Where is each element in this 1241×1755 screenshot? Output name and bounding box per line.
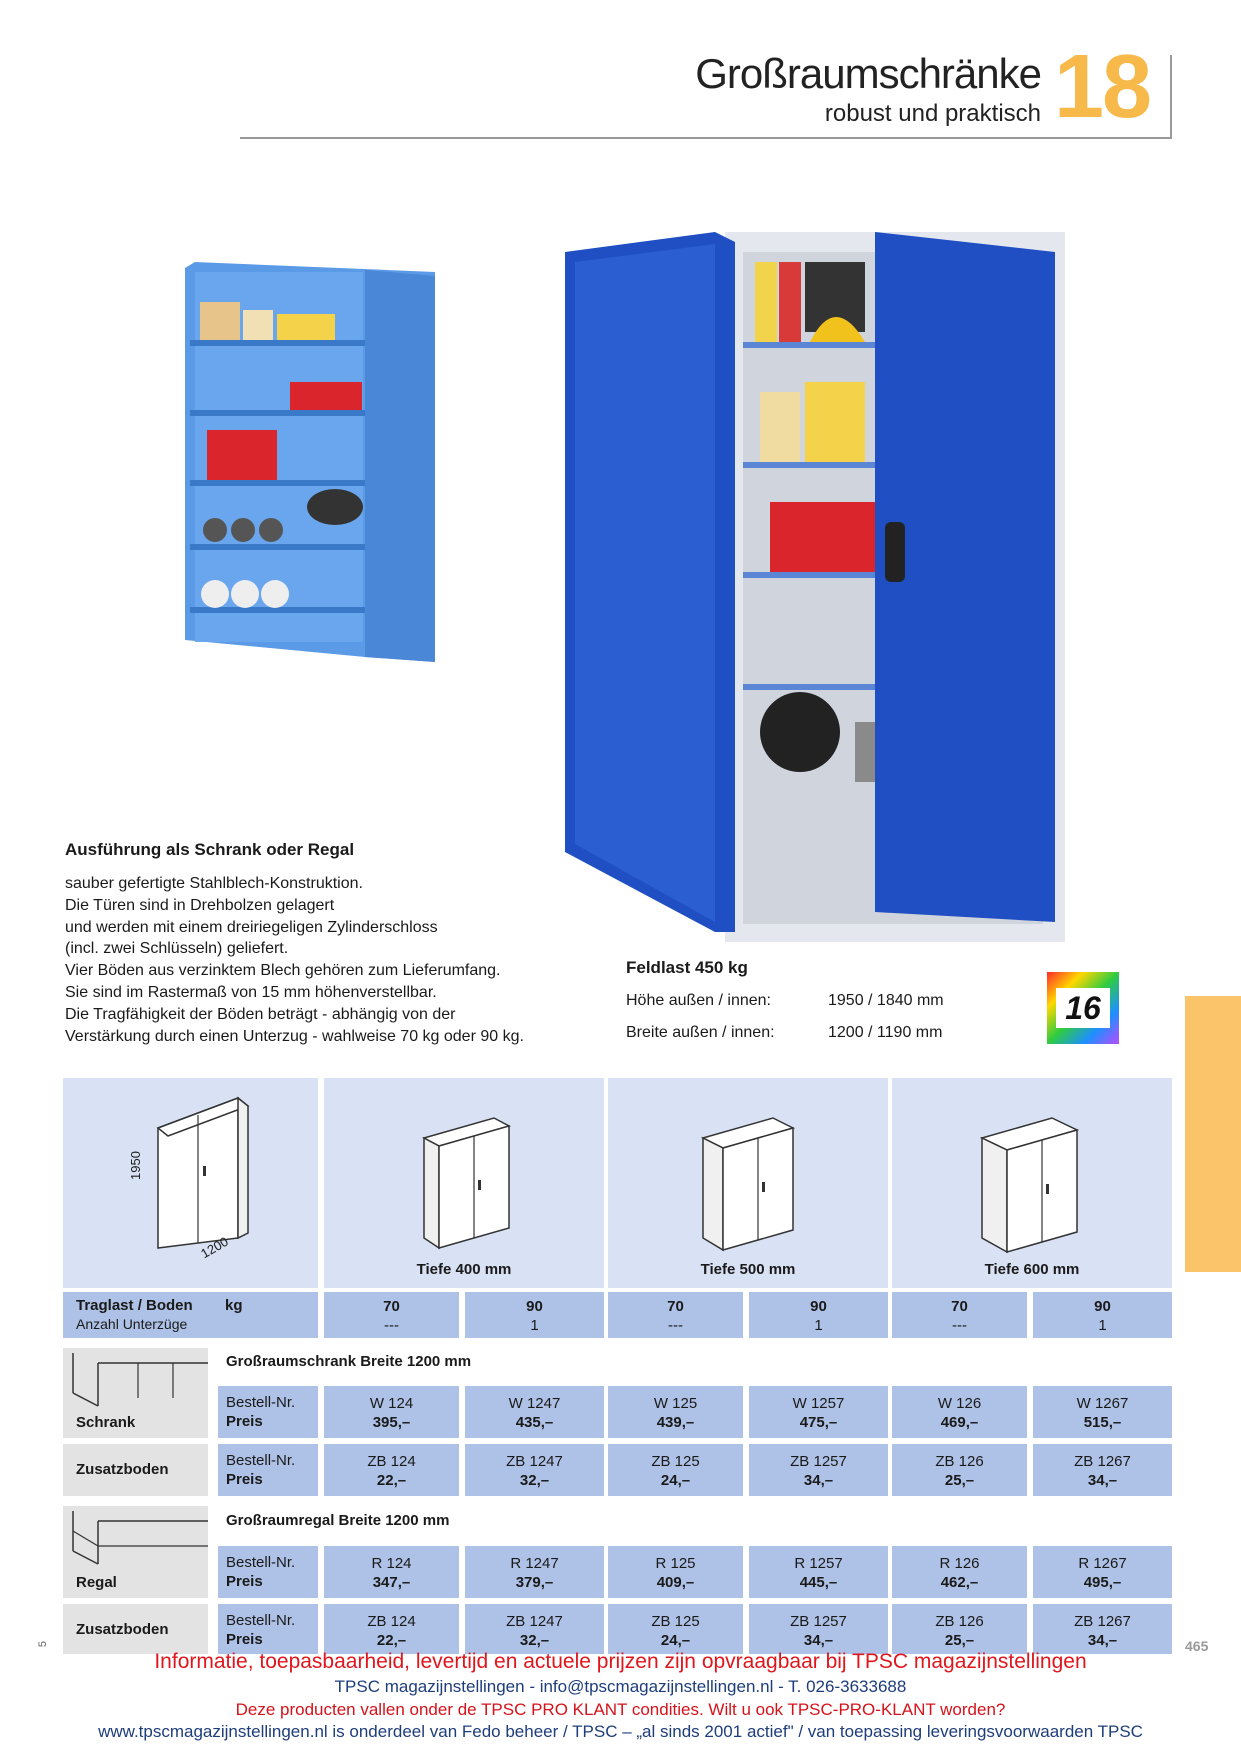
- order-number: W 125: [653, 1395, 698, 1412]
- rack-label: Regal: [76, 1574, 117, 1591]
- extra-shelf-label-cell: [63, 1444, 208, 1496]
- beam-value: ---: [668, 1317, 683, 1334]
- header-divider: [240, 137, 1170, 139]
- spec-value-width: 1200 / 1190 mm: [828, 1024, 943, 1041]
- extra-shelf-label-cell: [63, 1604, 208, 1654]
- product-cell[interactable]: [749, 1546, 888, 1598]
- beam-value: ---: [952, 1317, 967, 1334]
- depth-400-label: Tiefe 400 mm: [416, 1261, 512, 1278]
- product-cell[interactable]: [892, 1386, 1027, 1438]
- price: 34,–: [1087, 1632, 1118, 1649]
- extra-shelf-label: Zusatzboden: [76, 1461, 169, 1478]
- cabinet-section-title: Großraumschrank Breite 1200 mm: [226, 1353, 472, 1370]
- load-value: 70: [667, 1298, 684, 1315]
- description-title: Ausführung als Schrank oder Regal: [65, 840, 355, 859]
- page-number-right: 465: [1185, 1638, 1209, 1654]
- cabinet-dimension-icon: [63, 1078, 318, 1288]
- product-cell[interactable]: [465, 1444, 604, 1496]
- price: 34,–: [803, 1472, 834, 1489]
- footer-contact-line[interactable]: TPSC magazijnstellingen - info@tpscmagazijnstellingen.nl - T. 026-3633688: [334, 1677, 907, 1696]
- order-label-cell: [218, 1546, 318, 1598]
- product-cell[interactable]: [1033, 1604, 1172, 1654]
- order-number: W 126: [937, 1395, 982, 1412]
- order-number: R 126: [939, 1555, 980, 1572]
- depth-500-cell: [608, 1078, 888, 1288]
- chapter-number: 18: [1054, 37, 1151, 137]
- load-label: Traglast / Boden: [76, 1297, 193, 1314]
- description-line: Die Türen sind in Drehbolzen gelagert: [65, 896, 335, 914]
- order-number: ZB 1257: [790, 1613, 847, 1630]
- beam-value: 1: [814, 1317, 823, 1334]
- price: 515,–: [1083, 1414, 1122, 1431]
- rack-thumb-cell: [63, 1506, 208, 1598]
- product-cell[interactable]: [749, 1386, 888, 1438]
- price: 32,–: [519, 1632, 550, 1649]
- product-cell[interactable]: [324, 1604, 459, 1654]
- rack-thumb-icon: [63, 1506, 208, 1566]
- beam-value: ---: [384, 1317, 399, 1334]
- order-number: ZB 1247: [506, 1453, 563, 1470]
- order-number: ZB 1247: [506, 1613, 563, 1630]
- spec-label-height: Höhe außen / innen:: [626, 992, 771, 1009]
- price-label: Preis: [226, 1573, 263, 1590]
- load-value: 90: [526, 1298, 543, 1315]
- order-number: W 1247: [508, 1395, 561, 1412]
- beam-value: 1: [530, 1317, 539, 1334]
- gauge-badge-number: 16: [1056, 988, 1110, 1028]
- product-cell[interactable]: [1033, 1386, 1172, 1438]
- price-label: Preis: [226, 1631, 263, 1648]
- load-cell: [1033, 1292, 1172, 1338]
- order-number: W 1257: [792, 1395, 845, 1412]
- product-cell[interactable]: [608, 1604, 743, 1654]
- product-cell[interactable]: [1033, 1444, 1172, 1496]
- product-cell[interactable]: [324, 1386, 459, 1438]
- order-number: ZB 126: [935, 1453, 984, 1470]
- order-number: R 125: [655, 1555, 696, 1572]
- price: 32,–: [519, 1472, 550, 1489]
- order-label-cell: [218, 1604, 318, 1654]
- load-cell: [892, 1292, 1027, 1338]
- price: 347,–: [372, 1574, 411, 1591]
- product-cell[interactable]: [892, 1604, 1027, 1654]
- description-line: und werden mit einem dreiriegeligen Zylinderschloss: [65, 918, 438, 936]
- page-number-left: 5: [37, 1640, 50, 1648]
- product-cell[interactable]: [608, 1444, 743, 1496]
- load-cell: [324, 1292, 459, 1338]
- specs-title: Feldlast 450 kg: [626, 958, 748, 977]
- product-cell[interactable]: [324, 1444, 459, 1496]
- cabinet-500-icon: [608, 1078, 888, 1258]
- order-number: ZB 125: [651, 1453, 700, 1470]
- price: 34,–: [803, 1632, 834, 1649]
- footer-pro-line: Deze producten vallen onder de TPSC PRO KLANT condities. Wilt u ook TPSC-PRO-KLANT worden?: [235, 1700, 1006, 1719]
- order-number: ZB 124: [367, 1613, 416, 1630]
- price: 475,–: [799, 1414, 838, 1431]
- description-line: Sie sind im Rastermaß von 15 mm höhenverstellbar.: [65, 983, 437, 1001]
- cabinet-label: Schrank: [76, 1414, 136, 1431]
- product-cell[interactable]: [465, 1604, 604, 1654]
- price-label: Preis: [226, 1413, 263, 1430]
- gauge-badge: [1047, 972, 1119, 1044]
- price: 409,–: [656, 1574, 695, 1591]
- price-label: Preis: [226, 1471, 263, 1488]
- load-cell: [465, 1292, 604, 1338]
- product-cell[interactable]: [608, 1386, 743, 1438]
- cabinet-image: [565, 232, 1125, 942]
- order-number: W 1267: [1076, 1395, 1129, 1412]
- cabinet-thumb-cell: [63, 1348, 208, 1438]
- open-rack-image: [185, 262, 435, 662]
- price: 25,–: [944, 1472, 975, 1489]
- order-number: ZB 126: [935, 1613, 984, 1630]
- load-cell: [608, 1292, 743, 1338]
- description-line: Vier Böden aus verzinktem Blech gehören zum Lieferumfang.: [65, 962, 501, 980]
- depth-600-label: Tiefe 600 mm: [984, 1261, 1080, 1278]
- footer-info-line: Informatie, toepasbaarheid, levertijd en actuele prijzen zijn opvraagbaar bij TPSC magazijnstellingen: [154, 1650, 1087, 1673]
- price: 379,–: [515, 1574, 554, 1591]
- load-value: 90: [1094, 1298, 1111, 1315]
- order-label: Bestell-Nr.: [226, 1612, 296, 1629]
- depth-400-cell: [324, 1078, 604, 1288]
- product-cell[interactable]: [1033, 1546, 1172, 1598]
- order-label-cell: [218, 1386, 318, 1438]
- load-cell: [749, 1292, 888, 1338]
- beam-label: Anzahl Unterzüge: [76, 1316, 188, 1332]
- order-label: Bestell-Nr.: [226, 1452, 296, 1469]
- price: 25,–: [944, 1632, 975, 1649]
- chapter-tab[interactable]: [1185, 996, 1241, 1272]
- product-cell[interactable]: [608, 1546, 743, 1598]
- price: 435,–: [515, 1414, 554, 1431]
- price: 495,–: [1083, 1574, 1122, 1591]
- order-label-cell: [218, 1444, 318, 1496]
- header-divider-vertical: [1170, 55, 1172, 139]
- order-number: ZB 1267: [1074, 1613, 1131, 1630]
- description-line: (incl. zwei Schlüsseln) geliefert.: [65, 940, 289, 958]
- price: 24,–: [660, 1632, 691, 1649]
- page-subtitle: robust und praktisch: [824, 100, 1041, 127]
- cabinet-400-icon: [324, 1078, 604, 1258]
- order-number: ZB 1257: [790, 1453, 847, 1470]
- width-dimension-label: 1200: [198, 1233, 231, 1262]
- rack-section-title: Großraumregal Breite 1200 mm: [226, 1512, 450, 1529]
- load-label-cell: [63, 1292, 318, 1338]
- order-label: Bestell-Nr.: [226, 1394, 296, 1411]
- product-cell[interactable]: [892, 1546, 1027, 1598]
- order-number: R 1267: [1078, 1555, 1127, 1572]
- product-cell[interactable]: [465, 1546, 604, 1598]
- spec-value-height: 1950 / 1840 mm: [828, 992, 944, 1009]
- order-number: ZB 124: [367, 1453, 416, 1470]
- price: 24,–: [660, 1472, 691, 1489]
- price: 462,–: [940, 1574, 979, 1591]
- product-cell[interactable]: [749, 1444, 888, 1496]
- order-number: W 124: [369, 1395, 414, 1412]
- load-unit: kg: [225, 1297, 243, 1314]
- beam-value: 1: [1098, 1317, 1107, 1334]
- dimension-drawing-cell: [63, 1078, 318, 1288]
- description-line: sauber gefertigte Stahlblech-Konstruktion.: [65, 875, 363, 892]
- spec-label-width: Breite außen / innen:: [626, 1024, 775, 1041]
- load-value: 90: [810, 1298, 827, 1315]
- order-label: Bestell-Nr.: [226, 1554, 296, 1571]
- price: 469,–: [940, 1414, 979, 1431]
- order-number: R 124: [371, 1555, 412, 1572]
- page-title: Großraumschränke: [695, 50, 1041, 97]
- depth-600-cell: [892, 1078, 1172, 1288]
- description-line: Verstärkung durch einen Unterzug - wahlweise 70 kg oder 90 kg.: [65, 1027, 524, 1045]
- price: 439,–: [656, 1414, 695, 1431]
- product-cell[interactable]: [892, 1444, 1027, 1496]
- depth-500-label: Tiefe 500 mm: [700, 1261, 796, 1278]
- footer-company-line[interactable]: www.tpscmagazijnstellingen.nl is onderdeel van Fedo beheer / TPSC – „al sinds 2001 actief" / van toepassing leveringsvoorwaarden TPSC: [98, 1722, 1143, 1741]
- price: 22,–: [376, 1632, 407, 1649]
- price: 445,–: [799, 1574, 838, 1591]
- order-number: ZB 125: [651, 1613, 700, 1630]
- height-dimension-label: 1950: [128, 1151, 143, 1180]
- cabinet-thumb-icon: [63, 1348, 208, 1408]
- order-number: R 1257: [794, 1555, 843, 1572]
- product-cell[interactable]: [749, 1604, 888, 1654]
- order-number: R 1247: [510, 1555, 559, 1572]
- load-value: 70: [383, 1298, 400, 1315]
- product-cell[interactable]: [465, 1386, 604, 1438]
- order-number: ZB 1267: [1074, 1453, 1131, 1470]
- description-text: [65, 873, 524, 1047]
- product-cell[interactable]: [324, 1546, 459, 1598]
- load-value: 70: [951, 1298, 968, 1315]
- description-line: Die Tragfähigkeit der Böden beträgt - abhängig von der: [65, 1005, 456, 1023]
- price: 22,–: [376, 1472, 407, 1489]
- price: 395,–: [372, 1414, 411, 1431]
- price: 34,–: [1087, 1472, 1118, 1489]
- cabinet-600-icon: [892, 1078, 1172, 1258]
- extra-shelf-label: Zusatzboden: [76, 1621, 169, 1638]
